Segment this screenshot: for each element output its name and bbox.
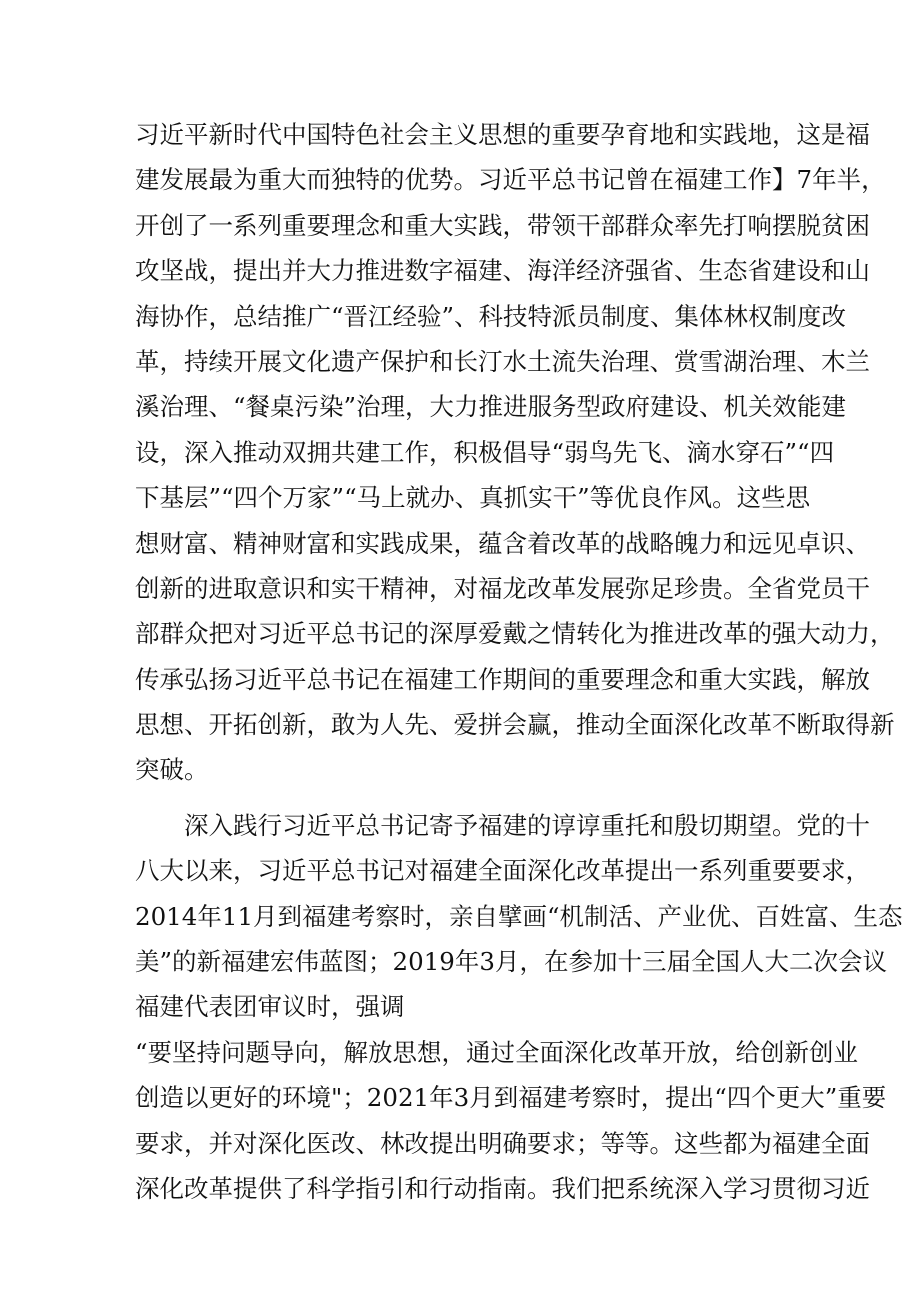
text-line: 八大以来，习近平总书记对福建全面深化改革提出一系列重要要求， [135, 856, 870, 886]
text-line: 设，深入推动双拥共建工作，积极倡导“弱鸟先飞、滴水穿石”“四 [135, 437, 835, 467]
paragraph-2 [135, 803, 903, 1212]
text-line: 深入践行习近平总书记寄予福建的谆谆重托和殷切期望。党的十 [184, 810, 870, 840]
document-body [135, 112, 903, 1211]
text-line: 溪治理、“餐桌污染”治理，大力推进服务型政府建设、机关效能建 [135, 392, 847, 422]
text-line: 2014年11月到福建考察时，亲自擘画“机制活、产业优、百姓富、生态 [135, 901, 903, 931]
text-line: 突破。 [135, 755, 209, 785]
text-line: 美”的新福建宏伟蓝图；2019年3月，在参加十三届全国人大二次会议 [135, 947, 887, 977]
text-line: 福建代表团审议时，强调 [135, 992, 405, 1022]
paragraph-1 [135, 112, 895, 793]
text-line: 要求，并对深化医改、林改提出明确要求；等等。这些都为福建全面 [135, 1128, 870, 1158]
text-line: 部群众把对习近平总书记的深厚爱戴之情转化为推进改革的强大动力， [135, 619, 895, 649]
text-line: 思想、开拓创新，敢为人先、爱拼会赢，推动全面深化改革不断取得新 [135, 710, 895, 740]
text-line: 想财富、精神财富和实践成果，蕴含着改革的战略魄力和远见卓识、 [135, 528, 870, 558]
paragraph-gap [135, 793, 795, 803]
text-line: 深化改革提供了科学指引和行动指南。我们把系统深入学习贯彻习近 [135, 1173, 870, 1203]
text-line: “要坚持问题导向，解放思想，通过全面深化改革开放，给创新创业 [135, 1037, 859, 1067]
text-line: 传承弘扬习近平总书记在福建工作期间的重要理念和重大实践，解放 [135, 664, 870, 694]
text-line: 革，持续开展文化遗产保护和长汀水土流失治理、赏雪湖治理、木兰 [135, 346, 870, 376]
text-line: 建发展最为重大而独特的优势。习近平总书记曾在福建工作】7年半， [135, 165, 886, 195]
text-line: 海协作，总结推广“晋江经验”、科技特派员制度、集体林权制度改 [135, 301, 847, 331]
text-line: 开创了一系列重要理念和重大实践，带领干部群众率先打响摆脱贫困 [135, 210, 870, 240]
text-line: 习近平新时代中国特色社会主义思想的重要孕育地和实践地，这是福 [135, 120, 870, 149]
text-line: 创新的进取意识和实干精神，对福龙改革发展弥足珍贵。全省党员干 [135, 573, 870, 603]
text-line: 创造以更好的环境"；2021年3月到福建考察时，提出“四个更大”重要 [135, 1083, 887, 1113]
text-line: 攻坚战，提出并大力推进数字福建、海洋经济强省、生态省建设和山 [135, 256, 870, 286]
text-line: 下基层”“四个万家”“马上就办、真抓实干”等优良作风。这些思 [135, 483, 811, 513]
